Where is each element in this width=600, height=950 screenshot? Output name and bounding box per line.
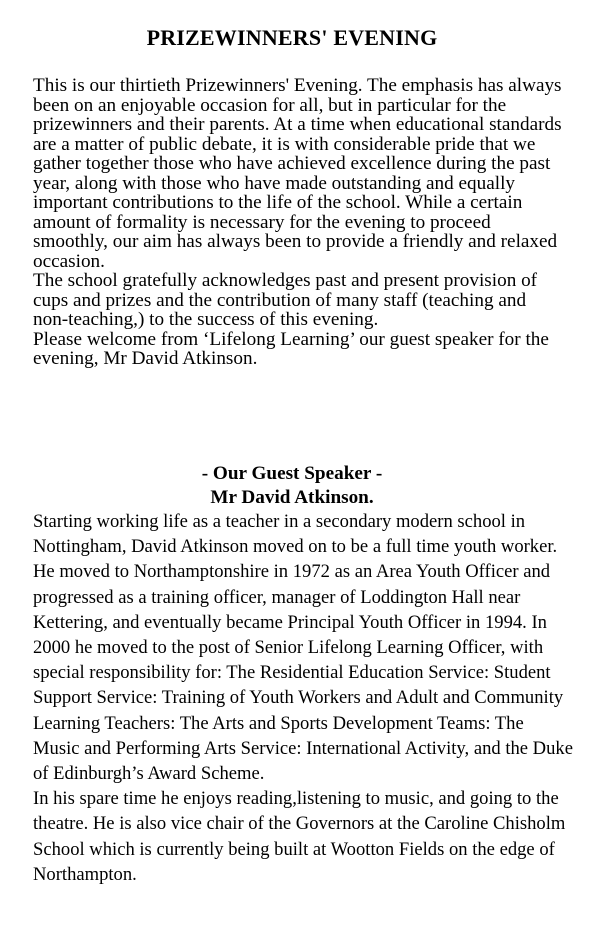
intro-section: [33, 76, 563, 369]
intro-paragraph-1: This is our thirtieth Prizewinners' Evening. The emphasis has always been on an enjoyable occasion for all, but in particular for the prizewinners and their parents. At a time when educational standards are a matter of public debate, it is with considerable pride that we gather together those who have achieved excellence during the past year, along with those who have made outstanding and equally important contributions to the life of the school. While a certain amount of formality is necessary for the evening to proceed smoothly, our aim has always been to provide a friendly and relaxed occasion.: [33, 75, 562, 272]
guest-speaker-name: Mr David Atkinson.: [210, 487, 374, 508]
bio-paragraph-2: In his spare time he enjoys reading,listening to music, and going to the theatre. He is also vice chair of the Governors at the Caroline Chisholm School which is currently being built at Wootton Fields on the edge of Northampton.: [33, 788, 566, 885]
bio-paragraph-1: Starting working life as a teacher in a secondary modern school in Nottingham, David Atkinson moved on to be a full time youth worker. He moved to Northamptonshire in 1972 as an Area Youth Officer and progressed as a training officer, manager of Loddington Hall near Kettering, and eventually became Principal Youth Officer in 1994. In 2000 he moved to the post of Senior Lifelong Learning Officer, with special responsibility for: The Residential Education Service: Student Support Service: Training of Youth Workers and Adult and Community Learning Teachers: The Arts and Sports Development Teams: The Music and Performing Arts Service: International Activity, and the Duke of Edinburgh’s Award Scheme.: [33, 511, 573, 785]
speaker-bio-section: [33, 509, 573, 887]
guest-speaker-label: - Our Guest Speaker -: [201, 463, 383, 484]
intro-paragraph-3: Please welcome from ‘Lifelong Learning’ our guest speaker for the evening, Mr David Atkinson.: [33, 328, 549, 369]
page-title: PRIZEWINNERS' EVENING: [146, 25, 438, 50]
guest-speaker-heading: [0, 462, 584, 510]
intro-paragraph-2: The school gratefully acknowledges past and present provision of cups and prizes and the contribution of many staff (teaching and non-teaching,) to the success of this evening.: [33, 270, 538, 330]
